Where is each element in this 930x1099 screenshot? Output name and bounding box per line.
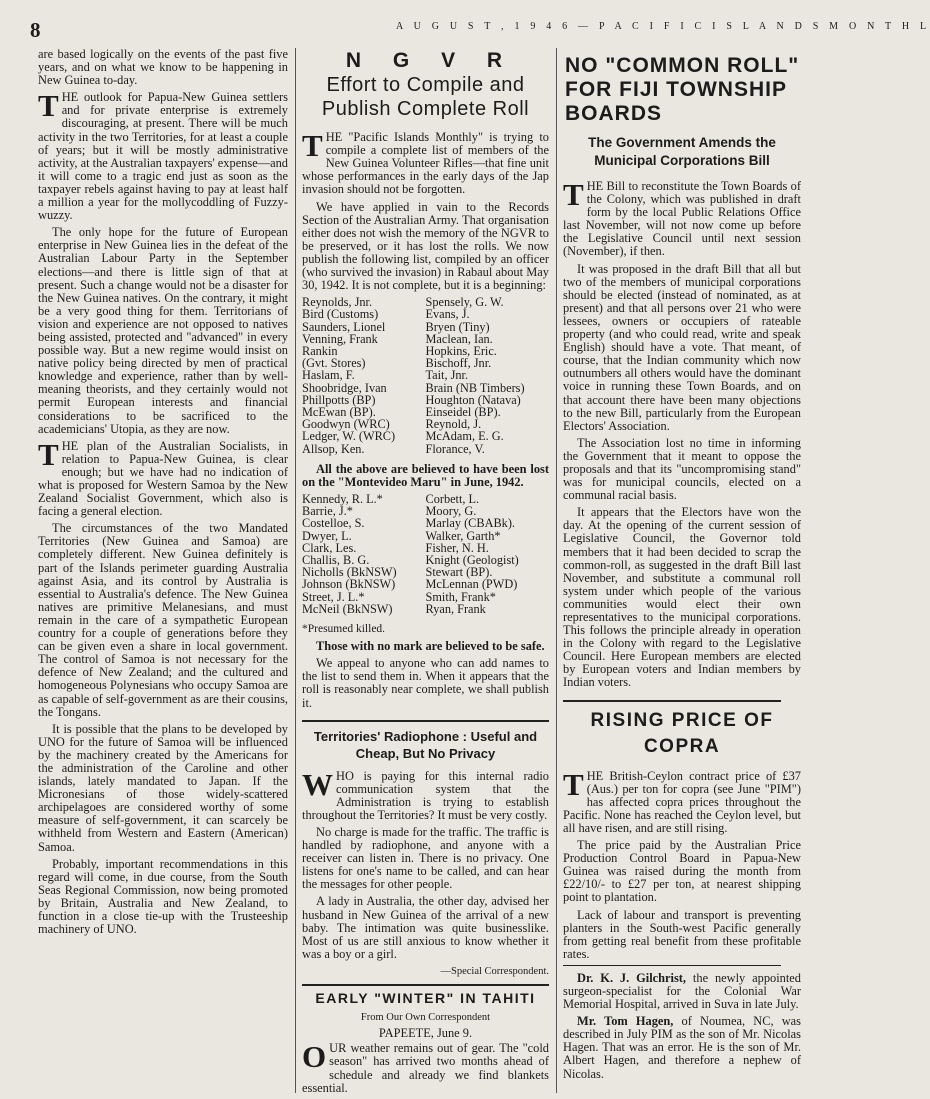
name-entry: McAdam, E. G. (425, 429, 504, 444)
names-row (302, 321, 549, 333)
name-entry: Florance, V. (425, 441, 485, 456)
paragraph: All the above are believed to have been lost on the "Montevideo Maru" in June, 1942. (302, 461, 549, 489)
byline: From Our Own Correspondent (360, 1012, 491, 1024)
name-entry: Smith, Frank* (425, 589, 496, 604)
name-entry: Ryan, Frank (425, 601, 486, 616)
divider (563, 700, 781, 702)
paragraph: THE plan of the Australian Socialists, in relation to Papua-New Guinea, is clear enough; but we have had no indication of what is proposed for Western Samoa by the New Zealand Socialist Government, which also is facing a general election. (38, 436, 288, 519)
person-name: Dr. K. J. Gilchrist, (577, 970, 687, 985)
paragraph: A lady in Australia, the other day, advised her husband in New Guinea of the arrival of a new baby. The intimation was quite businesslike. Most of us are still anxious to know whether it was a boy or a girl. (302, 894, 549, 961)
names-row (302, 517, 549, 529)
article-title: Territories' Radiophone : Useful and Cheap, But No Privacy (313, 728, 538, 761)
name-entry: Nicholls (BkNSW) (302, 565, 397, 580)
names-list (302, 296, 549, 455)
name-entry: McEwan (BP). (302, 405, 376, 420)
name-entry: Dwyer, L. (302, 528, 352, 543)
article-title: EARLY "WINTER" IN TAHITI (315, 990, 536, 1007)
drop-cap: O (302, 1039, 327, 1075)
divider (302, 984, 549, 986)
person-name: Mr. Tom Hagen, (577, 1014, 674, 1029)
name-entry: (Gvt. Stores) (302, 356, 366, 371)
paragraph: are based logically on the events of the past five years, and on what we know to be happening in New Guinea to-day. (38, 47, 288, 88)
name-entry: Tait, Jnr. (425, 368, 469, 383)
paragraph: It appears that the Electors have won the day. At the opening of the current session of Legislative Council, the Governor told members that it had been decided to scrap the common-roll, as suggested in the draft Bill last November, and substitute a communal roll system under which people of the various communities would elect their own representatives to the municipal corporations. This follows the principle already in operation in the Colony with regard to the Legislative Council. Here European members are elected by European voters and Indian members by Indian voters. (563, 505, 801, 690)
article-subtitle: The Government Amends the Municipal Corporations Bill (588, 135, 776, 168)
paragraph: It was proposed in the draft Bill that all but two of the members of municipal corporations should be elected (instead of nominated, as at present) and that all persons over 21 who were lessees, owners or occupiers of rateable property (and who could read, write and speak English) should have a vote. That meant, of course, that the Indian community which now outnumbers all others would have the dominant voice in running these Town Boards, and on that account there have been many objections to the new Bill, particularly from the European Electors' Association. (563, 261, 801, 433)
paragraph: The Association lost no time in informing the Government that it meant to oppose the proposals and that its "uncompromising stand" was for municipal councils, elected on a communal racial basis. (563, 435, 801, 503)
name-entry: Phillpotts (BP) (302, 392, 376, 407)
name-entry: Reynolds, Jnr. (302, 295, 373, 310)
name-entry: Brain (NB Timbers) (425, 380, 525, 395)
name-entry: Saunders, Lionel (302, 319, 386, 334)
paragraph: We have applied in vain to the Records Section of the Australian Army. That organisation either does not wish the memory of the NGVR to be preserved, or it has lost the rolls. We now publish the following list, compiled by an officer (who survived the invasion) in Rabaul about May 30, 1942. It is not complete, but it is a beginning: (302, 199, 549, 293)
name-entry: Johnson (BkNSW) (302, 577, 396, 592)
running-head: A U G U S T , 1 9 4 6 — P A C I F I C I S L A N D S M O N T H L (396, 21, 930, 32)
paragraph: THE "Pacific Islands Monthly" is trying to compile a complete list of members of the New Guinea Volunteer Rifles—that fine unit whose performances in the early days of the Jap invasion should not be forgotten. (302, 128, 549, 197)
name-entry: Ledger, W. (WRC) (302, 429, 396, 444)
name-entry: Clark, Les. (302, 540, 357, 555)
name-entry: Street, J. L.* (302, 589, 365, 604)
paragraph: Those with no mark are believed to be safe. (316, 639, 545, 654)
drop-cap: T (563, 177, 584, 212)
drop-cap: T (302, 128, 323, 164)
names-row (302, 369, 549, 381)
name-entry: Goodwyn (WRC) (302, 417, 390, 432)
name-entry: Evans, J. (425, 307, 470, 322)
paragraph: Probably, important recommendations in this regard will come, in due course, from the South Seas Regional Commission, now being promoted by Britain, Australia and New Zealand, to function in a close tie-up with the Trusteeship machinery of UNO. (38, 856, 288, 937)
paragraph: WHO is paying for this internal radio communication system that the Administration is trying to establish throughout the Territories? It must be very costly. (302, 766, 549, 822)
name-entry: Marlay (CBABk). (425, 516, 515, 531)
drop-cap: W (302, 766, 333, 802)
name-entry: McNeil (BkNSW) (302, 601, 393, 616)
name-entry: Haslam, F. (302, 368, 355, 383)
names-row (302, 443, 549, 455)
name-entry: Bryen (Tiny) (425, 319, 490, 334)
article-title: N G V R (345, 49, 516, 72)
names-row (302, 382, 549, 394)
column-rule (295, 48, 296, 1093)
name-entry: Allsop, Ken. (302, 441, 365, 456)
name-entry: Reynold, J. (425, 417, 482, 432)
name-entry: Costelloe, S. (302, 516, 365, 531)
name-entry: Fisher, N. H. (425, 540, 489, 555)
divider (563, 965, 781, 966)
paragraph: THE outlook for Papua-New Guinea settlers and for private enterprise is extremely discouraging, at present. There will be much activity in the two Territories, for at least a couple of years; but it will be mostly administrative activity, at the Australian taxpayers' expense—and it will come to a tragic end just as soon as the taxpayer rebels against having to pay at least half a million a year for the mollycoddling of Fuzzy-wuzzy. (38, 88, 288, 223)
name-entry: Shoobridge, Ivan (302, 380, 387, 395)
name-entry: Rankin (302, 344, 338, 359)
name-entry: Kennedy, R. L.* (302, 492, 383, 507)
paragraph: Mr. Tom Hagen, of Noumea, NC, was described in July PIM as the son of Mr. Nicolas Hagen. That was an error. He is the son of Mr. Albert Hagen, and therefore a nephew of Nicolas. (563, 1014, 801, 1081)
name-entry: Bischoff, Jnr. (425, 356, 492, 371)
name-entry: Corbett, L. (425, 492, 480, 507)
paragraph: We appeal to anyone who can add names to the list to send them in. When it appears that the roll is reasonably near complete, we shall publish it. (302, 656, 549, 710)
names-row (302, 603, 549, 615)
name-entry: Knight (Geologist) (425, 553, 519, 568)
paragraph: It is possible that the plans to be developed by UNO for the future of Samoa will be influenced by the machinery created by the Americans for the administration of the Caroline and other islands, lately mandated to Japan. If the Micronesians of those widely-scattered archipelagoes are considered worthy of some measure of self-government, it can scarcely be withheld from Western and Eastern (American) Samoa. (38, 721, 288, 854)
paragraph: The circumstances of the two Mandated Territories (New Guinea and Samoa) are completely different. New Guinea definitely is part of the Islands perimeter guarding Australia against Asia, and its control by Australia is essential to Australia's defence. The New Guinea natives are primitive Melanesians, and must remain in the care of a sympathetic European country for a couple of generations before they can be given even a share in local government. The control of Samoa is not necessary for the defence of New Zealand; and the cultured and homogeneous Polynesians who occupy Samoa are as capable of self-government as are their cousins, the Tongans. (38, 521, 288, 719)
paragraph: The only hope for the future of European enterprise in New Guinea lies in the defeat of the Australian Labour Party in the September elections—and there is little sign of that at present. Such a change would not be a disaster for the New Guinea natives. On the contrary, it might be a very good thing for them. Territorians of vision and experience are not opposed to natives being assisted, protected and "advanced" in every possible way. But a new regime would insist on native policy being directed by men of practical knowledge and experience, rather than by well-meaning theorists, and they certainly would not permit European interests and financial considerations to be sacrificed to the academicians' Utopia, as they are now. (38, 225, 288, 436)
drop-cap: T (38, 436, 59, 472)
name-entry: Bird (Customs) (302, 307, 379, 322)
dateline: PAPEETE, June 9. (378, 1026, 473, 1041)
names-row (302, 308, 549, 320)
drop-cap: T (38, 88, 59, 124)
article-title: RISING PRICE OF COPRA (590, 709, 774, 757)
divider (302, 720, 549, 722)
paragraph: THE British-Ceylon contract price of £37 (Aus.) per ton for copra (see June "PIM") has affected copra prices throughout the Pacific. None has reached the Ceylon level, but all have risen, and are still rising. (563, 766, 801, 835)
paragraph: Lack of labour and transport is preventing planters in the South-west Pacific generally from getting real benefit from these profitable rates. (563, 907, 801, 961)
name-entry: Maclean, Ian. (425, 331, 493, 346)
article-subtitle: Effort to Compile and Publish Complete Roll (321, 74, 530, 121)
name-entry: Einseidel (BP). (425, 405, 501, 420)
name-entry: Moory, G. (425, 504, 477, 519)
name-entry: Venning, Frank (302, 331, 378, 346)
name-entry: McLennan (PWD) (425, 577, 518, 592)
paragraph: The price paid by the Australian Price Production Control Board in Papua-New Guinea was raised during the month from £22/10/- to £27 per ton, at nearest shipping point to plantation. (563, 838, 801, 905)
name-entry: Walker, Garth* (425, 528, 501, 543)
paragraph: Dr. K. J. Gilchrist, the newly appointed surgeon-specialist for the Colonial War Memorial Hospital, arrived in Suva in late July. (563, 970, 801, 1012)
column-rule (556, 48, 557, 1093)
paragraph: OUR weather remains out of gear. The "cold season" has arrived two months ahead of schedule and already we find blankets essential. (302, 1039, 549, 1095)
name-entry: Barrie, J.* (302, 504, 353, 519)
names-list (302, 493, 549, 615)
ngvr-column (302, 48, 549, 1093)
names-row (302, 578, 549, 590)
paragraph: No charge is made for the traffic. The traffic is handled by radiophone, and anyone with a receiver can listen in. There is no privacy. One listens for one's name to be called, and can hear the messages for other people. (302, 825, 549, 892)
fiji-column (563, 48, 801, 1093)
name-entry: Hopkins, Eric. (425, 344, 497, 359)
name-entry: Stewart (BP). (425, 565, 493, 580)
name-entry: Houghton (Natava) (425, 392, 521, 407)
drop-cap: T (563, 766, 584, 802)
signature: —Special Correspondent. (440, 965, 549, 977)
editorial-column (38, 48, 288, 1093)
paragraph: THE Bill to reconstitute the Town Boards of the Colony, which was published in draft form by the local Public Relations Office last November, will not now come up before the Legislative Council until next session (November), if then. (563, 177, 801, 259)
page-number: 8 (30, 18, 41, 42)
footnote: *Presumed killed. (302, 623, 386, 636)
name-entry: Spensely, G. W. (425, 295, 504, 310)
name-entry: Challis, B. G. (302, 553, 370, 568)
article-title: NO "COMMON ROLL" FOR FIJI TOWNSHIP BOARDS (565, 54, 800, 125)
names-row (302, 430, 549, 442)
